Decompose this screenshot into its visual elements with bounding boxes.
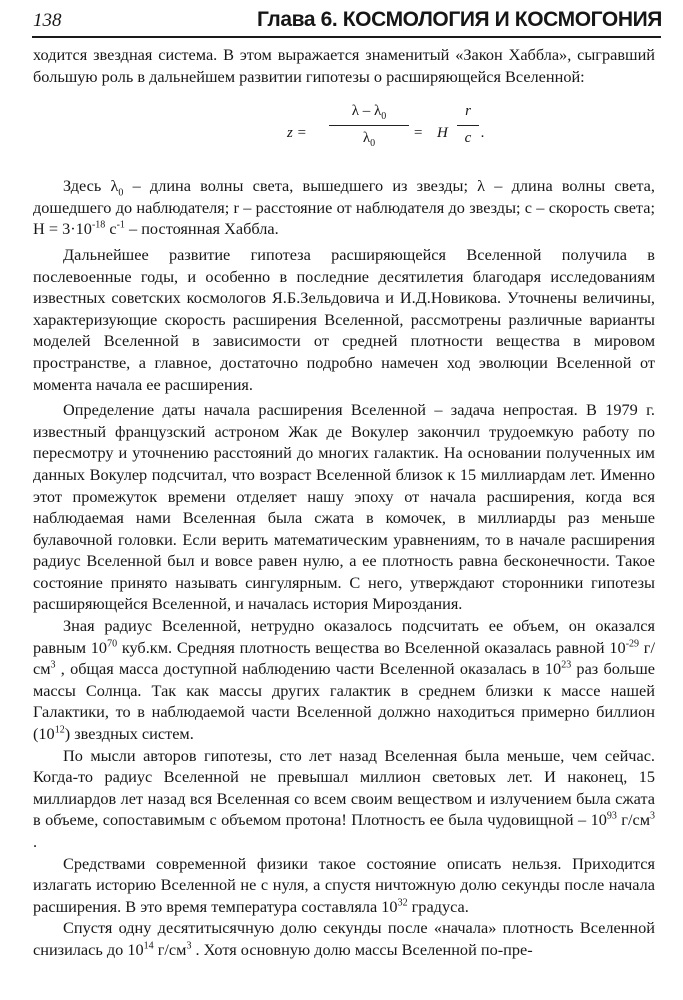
formula-numerator: λ – $\lambda_0$ [351,103,387,123]
header-rule [32,36,661,38]
page-number: 138 [33,10,62,31]
page-header [0,0,683,42]
paragraph-5: Зная радиус Вселенной, нетрудно оказалось подсчитать ее объем, он оказался равным $10^{70}$ куб.км. Средняя плотность вещества во Вселенной оказалась равной $10^{-29}$ $г/см^3$ , общая масса доступной наблюдению части Вселенной оказалась в $10^{23}$ раз больше массы Солнца. Так как массы других галактик в среднем близки к массе нашей Галактики, то в наблюдаемой части Вселенной должно находиться примерно биллион $(10^{12})$ звездных систем. [33,616,655,744]
paragraph-2: Здесь $\lambda_0$ – длина волны света, вышедшего из звезды; λ – длина волны света, дошедшего до наблюдателя; r – расстояние от наблюдателя до звезды; c – скорость света; $H = 3\cdot 10^{-18}$ $c^{-1}$ – постоянная Хаббла. [33,176,655,239]
formula-denominator: $\lambda_0$ [362,129,376,149]
paragraph-7: Средствами современной физики такое состояние описать нельзя. Приходится излагать историю Вселенной не с нуля, а спустя ничтожную долю секунды после начала расширения. В это время температура составляла $10^{32}$ градуса. [33,853,655,916]
chapter-title: Глава 6. КОСМОЛОГИЯ И КОСМОГОНИЯ [256,8,662,31]
paragraph-3: Дальнейшее развитие гипотеза расширяющейся Вселенной получила в послевоенные годы, и особенно в последние десятилетия благодаря исследованиям известных советских космологов Я.Б.Зельдовича и И.Д.Новикова. Уточнены величины, характеризующие скорость расширения Вселенной, рассмотрены различные варианты моделей Вселенной в зависимости от средней плотности вещества в мировом пространстве, а главное, достаточно подробно намечен ход эволюции Вселенной от момента начала ее расширения. [33,244,655,394]
paragraph-4: Определение даты начала расширения Вселенной – задача непростая. В 1979 г. известный французский астроном Жак де Вокулер закончил трудоемкую работу по пересмотру и уточнению расстояний до многих галактик. На основании полученных им данных Вокулер подсчитал, что возраст Вселенной близок к 15 миллиардам лет. Именно этот промежуток времени отделяет нашу эпоху от начала расширения, когда вся наблюдаемая нами Вселенная была сжата в комочек, в миллиарды раз меньше булавочной головки. Если верить математическим уравнениям, то в начале расширения радиус Вселенной был и вовсе равен нулю, а ее плотность равна бесконечности. Такое состояние принято называть сингулярным. С него, утверждают сторонники гипотезы расширяющейся Вселенной, и началась история Мироздания. [33,400,655,614]
fraction-bar [329,125,409,126]
formula-fraction [329,101,409,149]
formula-equals: = [413,125,424,142]
formula-hubble-constant: H [437,125,448,142]
hubble-formula [33,87,655,175]
formula-dot: . [481,125,485,142]
paragraph-6: По мысли авторов гипотезы, сто лет назад Вселенная была меньше, чем сейчас. Когда-то радиус Вселенной не превышал миллион световых лет. И наконец, 15 миллиардов лет назад вся Вселенная со всем своим веществом и излучением была сжата в объеме, сопоставимым с объемом протона! Плотность ее была чудовищной – $10^{93}$ $г/см^3$ . [33,745,655,851]
formula-ratio [457,101,479,149]
formula-r: r [465,103,471,120]
ratio-bar [457,125,479,126]
paragraph-1: ходится звездная система. В этом выражается знаменитый «Закон Хаббла», сыгравший большую роль в дальнейшем развитии гипотезы о расширяющейся Вселенной: [33,45,655,86]
formula-lhs: z = [287,125,307,142]
page-body [33,44,655,961]
paragraph-8: Спустя одну десятитысячную долю секунды после «начала» плотность Вселенной снизилась до $10^{14}$ $г/см^3$ . Хотя основную долю массы Вселенной по-пре- [33,918,655,959]
formula-c: c [464,129,472,146]
